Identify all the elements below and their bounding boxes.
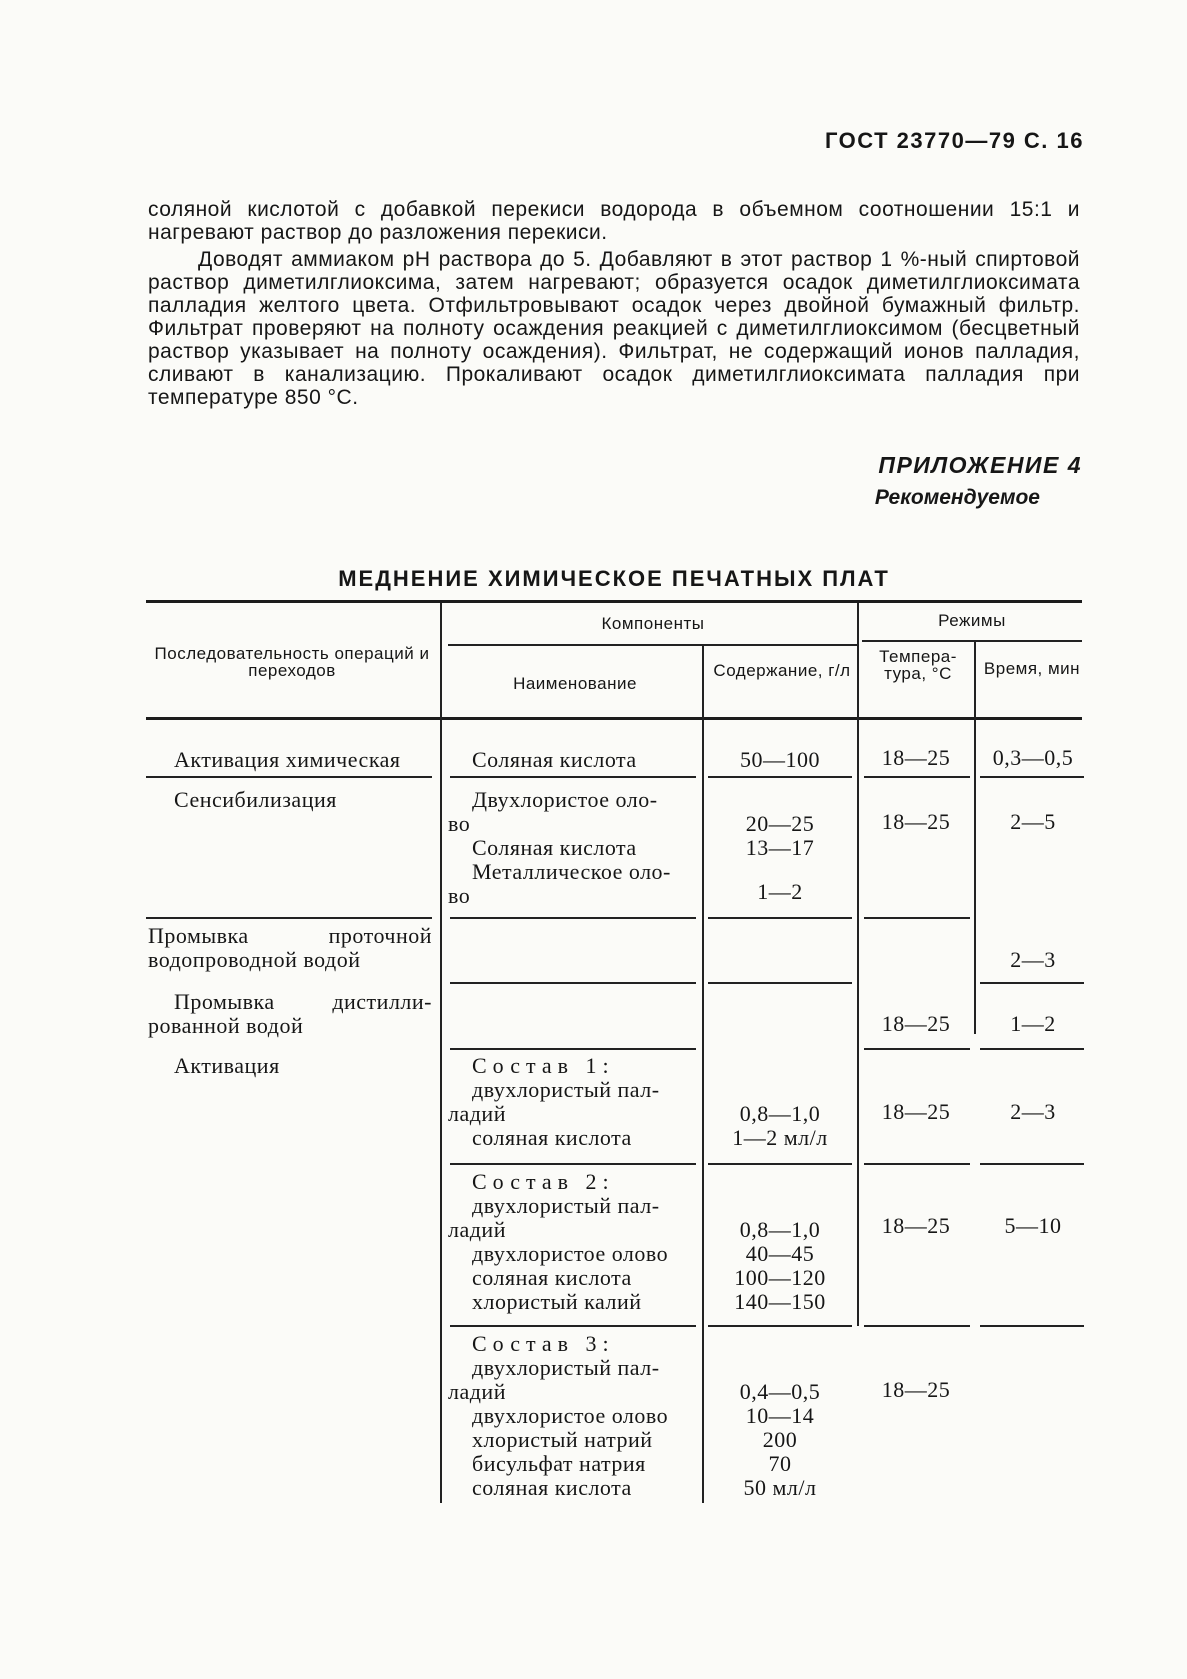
cell-component-name: ладий: [448, 1379, 506, 1404]
cell-content: 50 мл/л: [743, 1475, 817, 1500]
cell-component-name: Соляная кислота: [472, 835, 637, 860]
row-line: [980, 1048, 1084, 1050]
cell-content: 50—100: [740, 747, 820, 772]
cell-content: 20—25: [745, 811, 815, 836]
cell-component-name: Соляная кислота: [472, 747, 637, 772]
cell-time: 1—2: [1010, 1011, 1056, 1036]
components-underline: [448, 644, 858, 646]
cell-operation: Промывка проточной: [148, 923, 432, 948]
cell-component-name: хлористый натрий: [472, 1427, 653, 1452]
row-line: [864, 1048, 970, 1050]
composition-label: Состав 2:: [472, 1169, 615, 1194]
cell-component-name: соляная кислота: [472, 1475, 632, 1500]
row-line: [450, 917, 696, 919]
appendix-label: ПРИЛОЖЕНИЕ 4: [878, 452, 1082, 478]
cell-content: 40—45: [745, 1241, 815, 1266]
cell-component-name: хлористый калий: [472, 1289, 642, 1314]
cell-component-name: во: [448, 811, 471, 836]
cell-content: 0,8—1,0: [739, 1101, 821, 1126]
row-line: [980, 982, 1084, 984]
cell-component-name: двухлористый пал-: [472, 1193, 660, 1218]
cell-component-name: двухлористый пал-: [472, 1077, 660, 1102]
paragraph-1: соляной кислотой с добавкой перекиси водорода в объемном соотношении 15:1 и нагревают раствор до разложения перекиси.: [148, 198, 1080, 244]
cell-time: 2—5: [1010, 809, 1056, 834]
cell-temperature: 18—25: [881, 1099, 951, 1124]
cell-content: 0,8—1,0: [739, 1217, 821, 1242]
cell-operation: водопроводной водой: [148, 947, 361, 972]
cell-content: 1—2 мл/л: [732, 1125, 828, 1150]
paragraph-2: Доводят аммиаком рН раствора до 5. Добавляют в этот раствор 1 %-ный спиртовой раствор диметилглиоксима, затем нагревают; образуется осадок диметилглиоксимата палладия желтого цвета. Отфильтровывают осадок через двойной бумажный фильтр. Фильтрат проверяют на полноту осаждения реакцией с диметилглиоксимом (бесцветный раствор указывает на полноту осаждения). Фильтрат, не содержащий ионов палладия, сливают в канализацию. Прокаливают осадок диметилглиоксимата палладия при температуре 850 °C.: [148, 248, 1080, 409]
cell-content: 200: [762, 1427, 798, 1452]
cell-component-name: соляная кислота: [472, 1265, 632, 1290]
cell-component-name: двухлористое олово: [472, 1403, 669, 1428]
cell-component-name: ладий: [448, 1101, 506, 1126]
row-line: [450, 776, 696, 778]
appendix-status: Рекомендуемое: [874, 486, 1040, 509]
row-line: [708, 1325, 852, 1327]
column-divider-4: [974, 642, 976, 1034]
row-line: [864, 1163, 970, 1165]
row-line: [980, 1163, 1084, 1165]
row-line: [980, 776, 1084, 778]
row-line: [450, 1048, 696, 1050]
table-title: МЕДНЕНИЕ ХИМИЧЕСКОЕ ПЕЧАТНЫХ ПЛАТ: [338, 566, 890, 591]
row-line: [980, 1325, 1084, 1327]
row-line: [864, 1325, 970, 1327]
header-components: Компоненты: [601, 614, 705, 633]
row-line: [708, 776, 852, 778]
cell-component-name: бисульфат натрия: [472, 1451, 646, 1476]
header-modes: Режимы: [938, 611, 1006, 630]
cell-operation: рованной водой: [148, 1013, 304, 1038]
cell-content: 70: [768, 1451, 792, 1476]
row-line: [708, 1163, 852, 1165]
cell-time: 2—3: [1010, 1099, 1056, 1124]
cell-time: 2—3: [1010, 947, 1056, 972]
header-time: Время, мин: [983, 659, 1081, 678]
table-top-rule: [146, 600, 1082, 603]
column-divider-1: [440, 603, 442, 1503]
row-line: [146, 776, 432, 778]
modes-underline: [862, 640, 1082, 642]
cell-component-name: ладий: [448, 1217, 506, 1242]
row-line: [864, 917, 970, 919]
page-header-reference: ГОСТ 23770—79 С. 16: [824, 128, 1084, 153]
header-content: Содержание, г/л: [713, 661, 851, 680]
row-line: [450, 982, 696, 984]
composition-label: Состав 1:: [472, 1053, 615, 1078]
cell-component-name: соляная кислота: [472, 1125, 632, 1150]
header-operations: Последовательность операций и переходов: [154, 644, 430, 680]
cell-temperature: 18—25: [881, 1011, 951, 1036]
cell-operation: Активация: [174, 1053, 280, 1078]
table-header-bottom-rule: [146, 717, 1082, 720]
cell-time: 0,3—0,5: [992, 745, 1074, 770]
row-line: [146, 917, 432, 919]
cell-temperature: 18—25: [881, 745, 951, 770]
row-line: [864, 776, 970, 778]
composition-label: Состав 3:: [472, 1331, 615, 1356]
cell-time: 5—10: [1004, 1213, 1062, 1238]
cell-content: 140—150: [734, 1289, 826, 1314]
cell-operation: Активация химическая: [174, 747, 401, 772]
cell-content: 1—2: [757, 879, 803, 904]
row-line: [450, 1325, 696, 1327]
cell-operation: Промывка дистилли-: [174, 989, 432, 1014]
cell-content: 13—17: [745, 835, 815, 860]
cell-temperature: 18—25: [881, 809, 951, 834]
cell-content: 10—14: [745, 1403, 815, 1428]
cell-operation: Сенсибилизация: [174, 787, 337, 812]
cell-component-name: во: [448, 883, 471, 908]
header-name: Наименование: [513, 674, 637, 693]
cell-content: 0,4—0,5: [739, 1379, 821, 1404]
cell-content: 100—120: [734, 1265, 826, 1290]
cell-temperature: 18—25: [881, 1213, 951, 1238]
cell-temperature: 18—25: [881, 1377, 951, 1402]
row-line: [450, 1163, 696, 1165]
cell-component-name: двухлористое олово: [472, 1241, 669, 1266]
cell-component-name: Двухлористое оло-: [472, 787, 658, 812]
header-temperature: Темпера-тура, °С: [879, 647, 957, 683]
row-line: [708, 982, 852, 984]
cell-component-name: Металлическое оло-: [472, 859, 671, 884]
column-divider-3: [857, 603, 859, 1326]
cell-component-name: двухлористый пал-: [472, 1355, 660, 1380]
row-line: [708, 917, 852, 919]
